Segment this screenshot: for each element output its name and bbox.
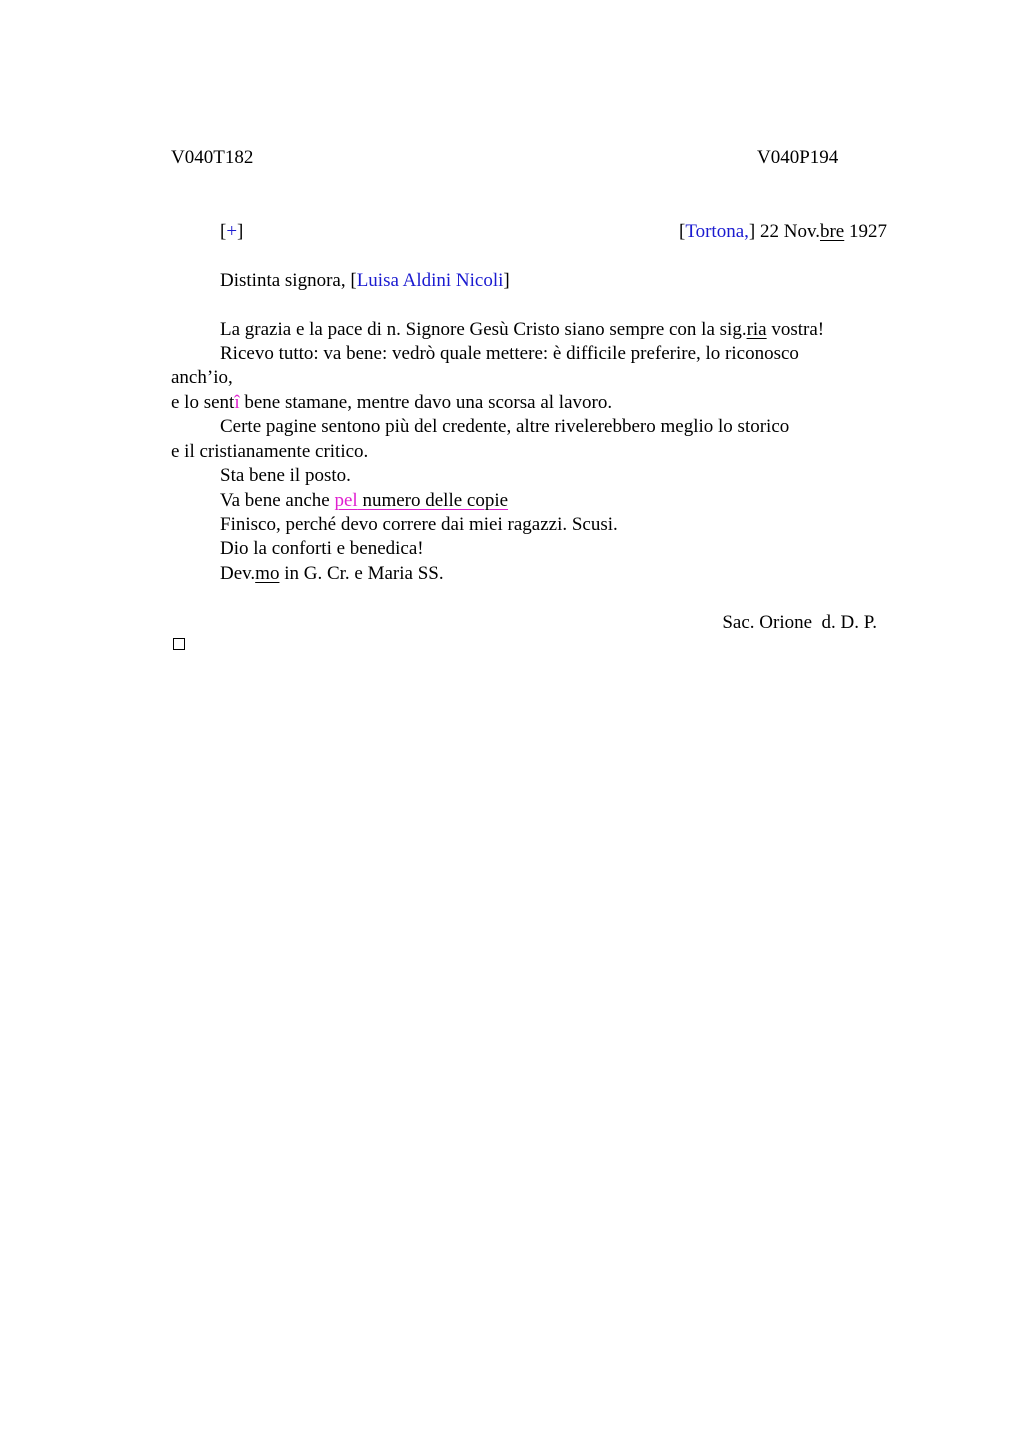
body-line-3: anch’io, bbox=[171, 367, 233, 388]
body-line-2: Ricevo tutto: va bene: vedrò quale mettere: è difficile preferire, lo riconosco bbox=[220, 343, 799, 364]
body-line-5: Certe pagine sentono più del credente, altre rivelerebbero meglio lo storico bbox=[220, 416, 790, 437]
salutation: Distinta signora, [Luisa Aldini Nicoli] bbox=[220, 270, 510, 291]
correction-word: pel bbox=[334, 490, 358, 511]
body-line-8: Va bene anche pel numero delle copie bbox=[220, 490, 509, 511]
body-line-6: e il cristianamente critico. bbox=[171, 441, 369, 462]
page-code-right: V040P194 bbox=[757, 147, 839, 168]
document-code-left: V040T182 bbox=[171, 147, 254, 168]
cross-symbol: + bbox=[226, 221, 238, 242]
recipient-name: Luisa Aldini Nicoli bbox=[356, 270, 504, 291]
place-name: Tortona, bbox=[685, 221, 749, 242]
place-date: [Tortona,] 22 Nov.bre 1927 bbox=[679, 221, 887, 242]
body-line-10: Dio la conforti e benedica! bbox=[220, 538, 424, 559]
body-line-4: e lo sentî bene stamane, mentre davo una scorsa al lavoro. bbox=[171, 392, 613, 413]
cross-mark: [+] bbox=[220, 221, 244, 242]
correction-mark: î bbox=[234, 392, 240, 413]
closing-line: Dev.mo in G. Cr. e Maria SS. bbox=[220, 563, 444, 584]
end-marker-box bbox=[173, 638, 185, 650]
body-line-9: Finisco, perché devo correre dai miei ragazzi. Scusi. bbox=[220, 514, 618, 535]
signature: Sac. Orione d. D. P. bbox=[722, 612, 877, 633]
body-line-1: La grazia e la pace di n. Signore Gesù Cristo siano sempre con la sig.ria vostra! bbox=[220, 319, 825, 340]
body-line-7: Sta bene il posto. bbox=[220, 465, 351, 486]
